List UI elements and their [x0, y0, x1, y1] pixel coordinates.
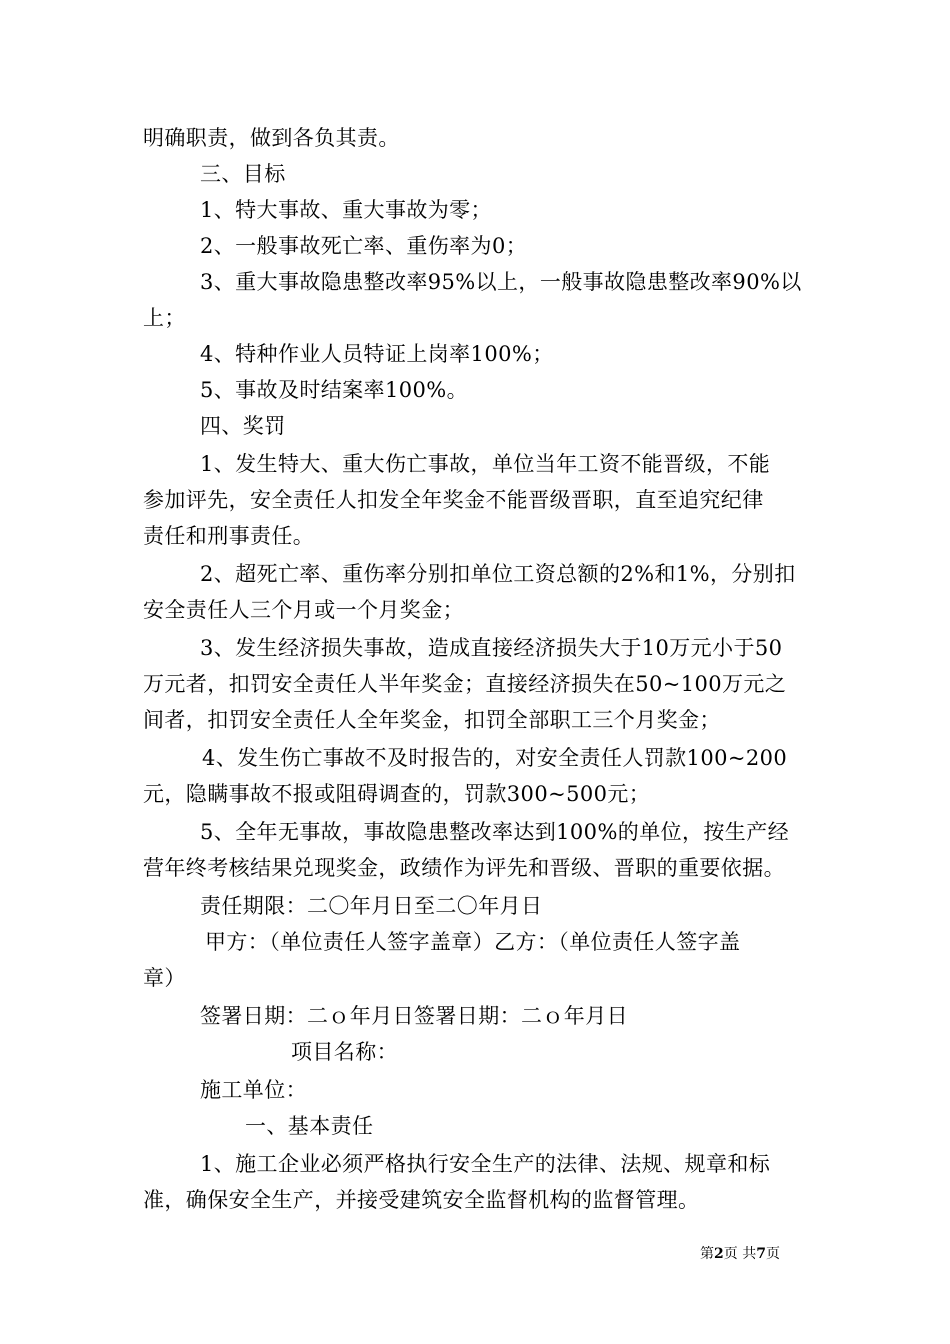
section-heading: 四、奖罚 [200, 414, 286, 438]
text-line: 明确职责，做到各负其责。 [143, 126, 400, 150]
section-heading: 一、基本责任 [245, 1114, 374, 1138]
text-line: 2、超死亡率、重伤率分别扣单位工资总额的2%和1%，分别扣 [200, 562, 796, 586]
text-line: 5、全年无事故，事故隐患整改率达到100%的单位，按生产经 [200, 820, 789, 844]
text-line: 2、一般事故死亡率、重伤率为0； [200, 234, 528, 258]
text-line: 施工单位： [200, 1078, 307, 1102]
text-line: 3、重大事故隐患整改率95%以上，一般事故隐患整改率90%以 [200, 270, 802, 294]
page-number: 2 [714, 1246, 724, 1262]
footer-middle: 页 共 [723, 1246, 757, 1262]
text-line: 上； [143, 306, 186, 330]
text-line: 营年终考核结果兑现奖金，政绩作为评先和晋级、晋职的重要依据。 [143, 856, 785, 880]
text-line: 甲方：（单位责任人签字盖章）乙方：（单位责任人签字盖 [205, 930, 741, 954]
text-line: 4、发生伤亡事故不及时报告的，对安全责任人罚款100~200 [202, 746, 788, 770]
footer-suffix: 页 [765, 1246, 780, 1262]
text-line: 责任和刑事责任。 [143, 524, 315, 548]
text-line: 5、事故及时结案率100%。 [200, 378, 468, 402]
text-line: 元，隐瞒事故不报或阻碍调查的，罚款300~500元； [143, 782, 651, 806]
text-line: 章） [143, 966, 186, 990]
text-line: 签署日期：二ｏ年月日签署日期：二ｏ年月日 [200, 1004, 628, 1028]
page-total: 7 [756, 1246, 766, 1262]
footer-prefix: 第 [700, 1246, 714, 1262]
text-line: 项目名称： [291, 1040, 398, 1064]
text-line: 1、特大事故、重大事故为零； [200, 198, 492, 222]
text-line: 参加评先，安全责任人扣发全年奖金不能晋级晋职，直至追究纪律 [143, 488, 764, 512]
section-heading: 三、目标 [200, 162, 286, 186]
text-line: 间者，扣罚安全责任人全年奖金，扣罚全部职工三个月奖金； [143, 708, 721, 732]
text-line: 4、特种作业人员特证上岗率100%； [200, 342, 554, 366]
text-line: 1、发生特大、重大伤亡事故，单位当年工资不能晋级，不能 [200, 452, 771, 476]
text-line: 责任期限：二〇年月日至二〇年月日 [200, 894, 543, 918]
page-footer [700, 1244, 850, 1264]
text-line: 准，确保安全生产，并接受建筑安全监督机构的监督管理。 [143, 1188, 700, 1212]
text-line: 1、施工企业必须严格执行安全生产的法律、法规、规章和标 [200, 1152, 771, 1176]
text-line: 万元者，扣罚安全责任人半年奖金；直接经济损失在50~100万元之 [143, 672, 787, 696]
text-line: 3、发生经济损失事故，造成直接经济损失大于10万元小于50 [200, 636, 783, 660]
text-line: 安全责任人三个月或一个月奖金； [143, 598, 464, 622]
